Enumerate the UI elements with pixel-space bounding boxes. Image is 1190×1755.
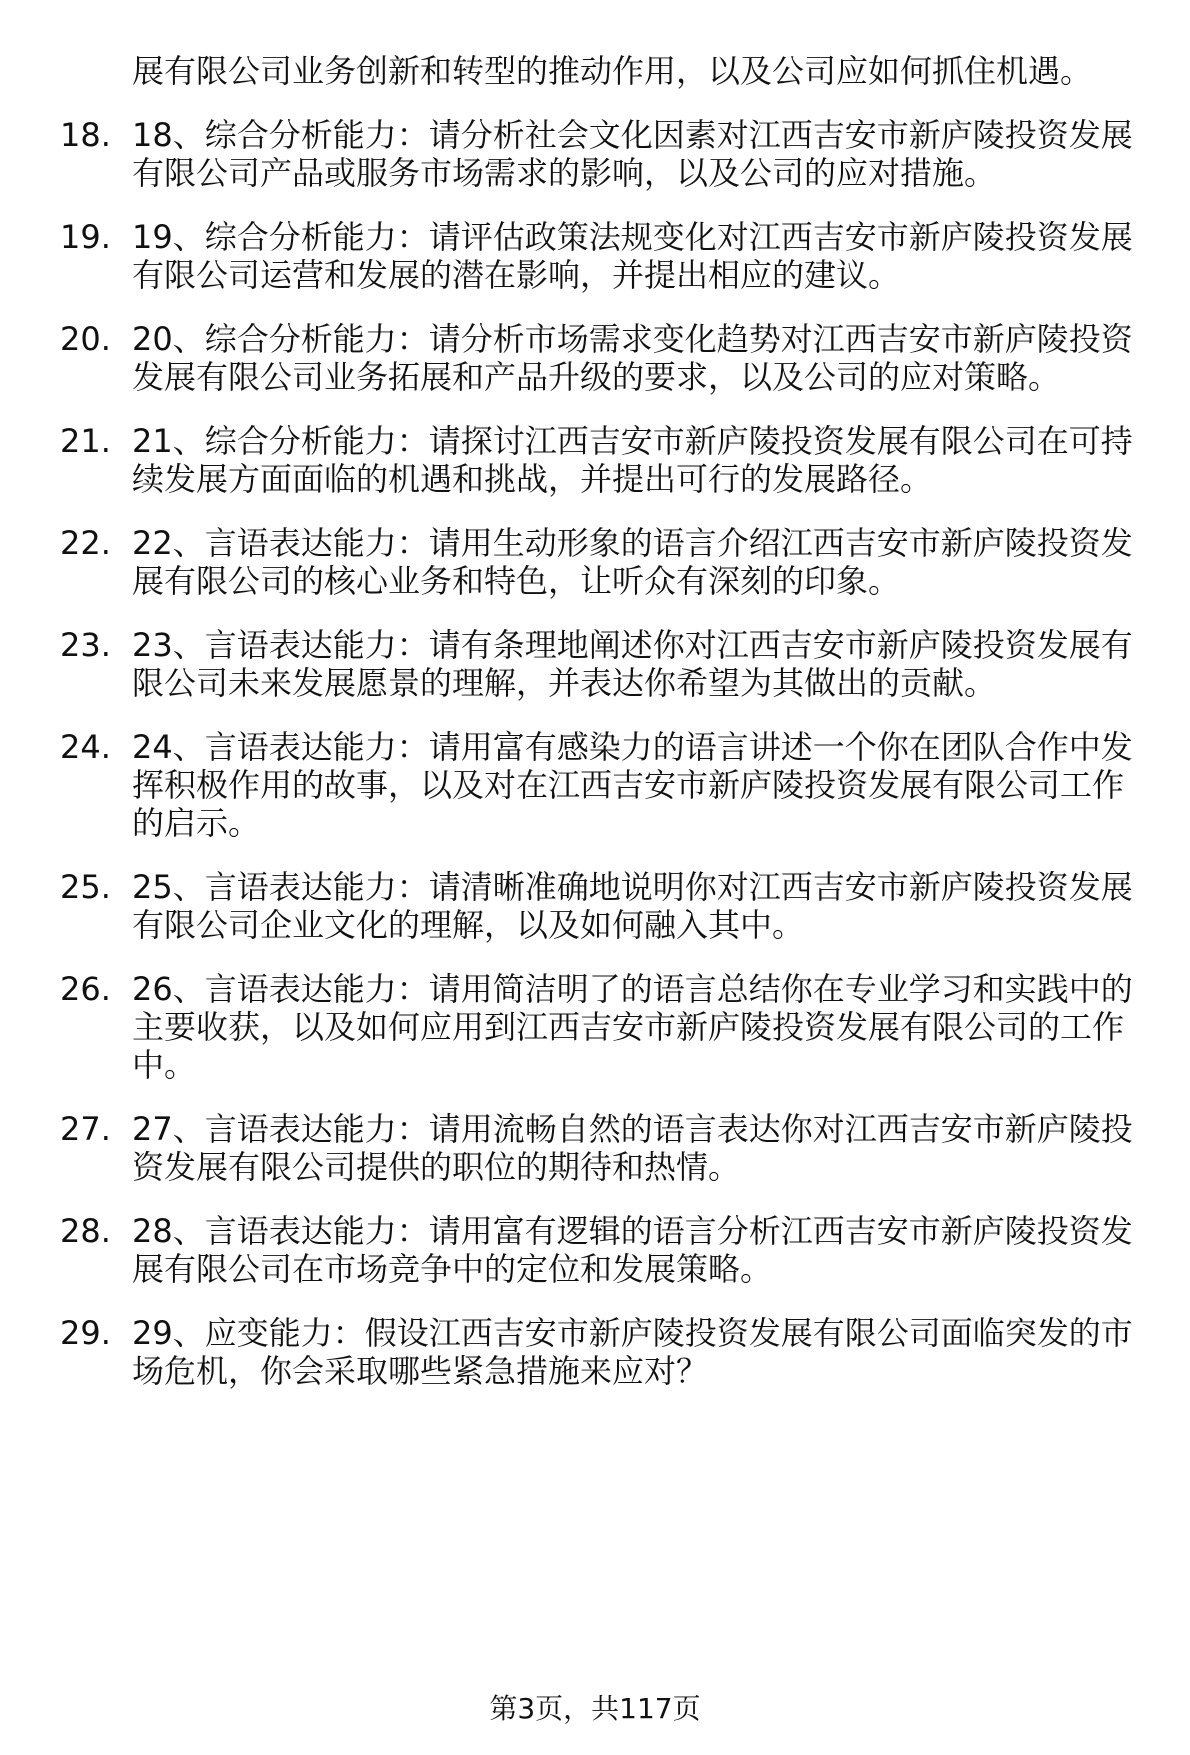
item-number: 29. [60,1314,111,1352]
list-item [60,728,1150,842]
item-number: 18. [60,116,111,154]
item-number: 24. [60,728,111,766]
continuation-text: 展有限公司业务创新和转型的推动作用，以及公司应如何抓住机遇。 [132,52,1093,90]
item-number: 25. [60,868,111,906]
item-text: 21、综合分析能力：请探讨江西吉安市新庐陵投资发展有限公司在可持续发展方面面临的机遇和挑战，并提出可行的发展路径。 [132,422,1133,498]
continuation-paragraph [60,52,1150,90]
list-item [60,868,1150,944]
item-number: 23. [60,626,111,664]
question-list [60,52,1150,1416]
item-number: 26. [60,970,111,1008]
item-text: 20、综合分析能力：请分析市场需求变化趋势对江西吉安市新庐陵投资发展有限公司业务拓展和产品升级的要求，以及公司的应对策略。 [132,320,1133,396]
list-item [60,422,1150,498]
item-text: 19、综合分析能力：请评估政策法规变化对江西吉安市新庐陵投资发展有限公司运营和发展的潜在影响，并提出相应的建议。 [132,218,1133,294]
list-item [60,116,1150,192]
item-text: 18、综合分析能力：请分析社会文化因素对江西吉安市新庐陵投资发展有限公司产品或服务市场需求的影响，以及公司的应对措施。 [132,116,1133,192]
list-item [60,626,1150,702]
list-item [60,1110,1150,1186]
list-item [60,320,1150,396]
item-number: 22. [60,524,111,562]
list-item [60,218,1150,294]
item-text: 23、言语表达能力：请有条理地阐述你对江西吉安市新庐陵投资发展有限公司未来发展愿景的理解，并表达你希望为其做出的贡献。 [132,626,1133,702]
list-item [60,970,1150,1084]
item-text: 25、言语表达能力：请清晰准确地说明你对江西吉安市新庐陵投资发展有限公司企业文化的理解，以及如何融入其中。 [132,868,1133,944]
item-text: 28、言语表达能力：请用富有逻辑的语言分析江西吉安市新庐陵投资发展有限公司在市场竞争中的定位和发展策略。 [132,1212,1133,1288]
item-text: 29、应变能力：假设江西吉安市新庐陵投资发展有限公司面临突发的市场危机，你会采取哪些紧急措施来应对？ [132,1314,1133,1390]
list-item [60,1212,1150,1288]
item-number: 19. [60,218,111,256]
item-number: 28. [60,1212,111,1250]
list-item [60,524,1150,600]
item-number: 27. [60,1110,111,1148]
item-number: 20. [60,320,111,358]
list-item [60,1314,1150,1390]
item-text: 27、言语表达能力：请用流畅自然的语言表达你对江西吉安市新庐陵投资发展有限公司提供的职位的期待和热情。 [132,1110,1133,1186]
item-text: 24、言语表达能力：请用富有感染力的语言讲述一个你在团队合作中发挥积极作用的故事，以及对在江西吉安市新庐陵投资发展有限公司工作的启示。 [132,728,1133,842]
item-text: 22、言语表达能力：请用生动形象的语言介绍江西吉安市新庐陵投资发展有限公司的核心业务和特色，让听众有深刻的印象。 [132,524,1133,600]
page-number-footer: 第3页，共117页 [489,1692,701,1725]
item-text: 26、言语表达能力：请用简洁明了的语言总结你在专业学习和实践中的主要收获，以及如何应用到江西吉安市新庐陵投资发展有限公司的工作中。 [132,970,1133,1084]
item-number: 21. [60,422,111,460]
